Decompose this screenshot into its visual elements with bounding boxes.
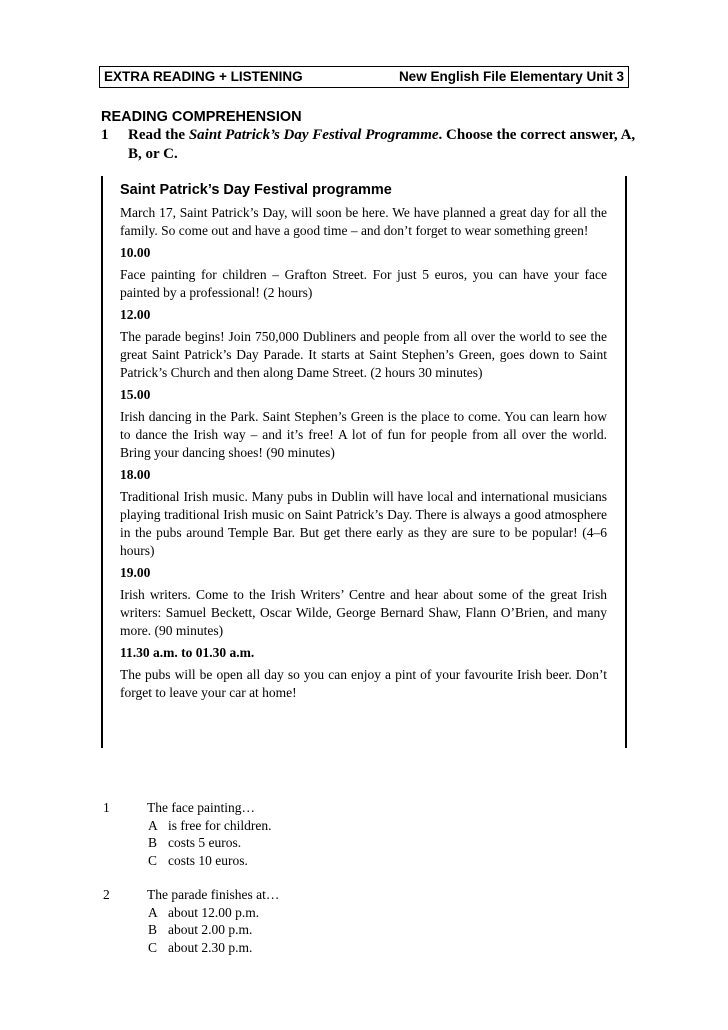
instruction-number: 1 [101, 127, 109, 143]
section-title: READING COMPREHENSION [101, 109, 302, 125]
event-text: The parade begins! Join 750,000 Dubliners and people from all over the world to see the great Saint Patrick’s Day Parade. It starts at Saint Stephen’s Green, goes down to Saint Patrick’s Church and then along Dame Street. (2 hours 30 minutes) [120, 329, 607, 380]
instruction-post: . Choose the correct answer, A, B, or C. [128, 127, 636, 162]
question-number: 1 [103, 800, 110, 815]
instruction-italic: Saint Patrick’s Day Festival Programme [188, 127, 439, 143]
answer-option[interactable] [148, 939, 603, 957]
question-stem: The face painting… [147, 800, 255, 815]
answer-option[interactable] [148, 834, 603, 852]
event-time: 15.00 [120, 387, 151, 402]
event-text: Traditional Irish music. Many pubs in Dublin will have local and international musicians playing traditional Irish music on Saint Patrick’s Day. There is always a good atmosphere in the pubs around Temple Bar. But get there early as they are sure to be popular! (4–6 hours) [120, 489, 607, 558]
option-letter: C [148, 939, 158, 955]
instruction [101, 126, 641, 164]
box-left-border [101, 176, 103, 748]
answer-option[interactable] [148, 904, 603, 922]
answer-option[interactable] [148, 852, 603, 870]
event-time: 10.00 [120, 245, 151, 260]
page-header [99, 66, 629, 88]
option-letter: B [148, 835, 158, 850]
option-text: is free for children. [168, 817, 272, 833]
programme-title: Saint Patrick’s Day Festival programme [120, 182, 392, 198]
programme-box [120, 180, 607, 706]
question-item [103, 886, 603, 956]
box-right-border [625, 176, 627, 748]
event-time: 19.00 [120, 565, 151, 580]
option-letter: A [148, 904, 158, 920]
option-letter: B [148, 922, 158, 937]
answer-option[interactable] [148, 921, 603, 939]
option-text: about 2.30 p.m. [168, 939, 253, 955]
header-left-title: EXTRA READING + LISTENING [104, 69, 303, 84]
event-text: Irish writers. Come to the Irish Writers’ Centre and hear about some of the great Irish writers: Samuel Beckett, Oscar Wilde, George Bernard Shaw, Flann O’Brien, and many more. (90 minutes) [120, 587, 607, 638]
option-letter: C [148, 852, 158, 868]
question-stem: The parade finishes at… [147, 887, 280, 902]
instruction-text [128, 126, 641, 164]
questions-list [103, 799, 603, 973]
option-text: about 12.00 p.m. [168, 904, 260, 920]
answer-option[interactable] [148, 817, 603, 835]
event-text: Face painting for children – Grafton Street. For just 5 euros, you can have your face painted by a professional! (2 hours) [120, 267, 607, 300]
programme-intro: March 17, Saint Patrick’s Day, will soon be here. We have planned a great day for all the family. So come out and have a good time – and don’t forget to wear something green! [120, 205, 607, 238]
question-item [103, 799, 603, 869]
option-text: costs 5 euros. [168, 835, 242, 850]
header-right-title: New English File Elementary Unit 3 [398, 69, 624, 84]
event-time: 12.00 [120, 307, 151, 322]
event-text: The pubs will be open all day so you can enjoy a pint of your favourite Irish beer. Don’t forget to leave your car at home! [120, 667, 607, 700]
event-text: Irish dancing in the Park. Saint Stephen’s Green is the place to come. You can learn how to dance the Irish way – and it’s free! A lot of fun for people from all over the world. Bring your dancing shoes! (90 minutes) [120, 409, 607, 460]
option-text: costs 10 euros. [168, 852, 248, 868]
event-time: 18.00 [120, 467, 151, 482]
question-number: 2 [103, 887, 110, 902]
event-time: 11.30 a.m. to 01.30 a.m. [120, 645, 255, 660]
instruction-pre: Read the [128, 127, 189, 143]
option-text: about 2.00 p.m. [168, 922, 253, 937]
option-letter: A [148, 817, 158, 833]
